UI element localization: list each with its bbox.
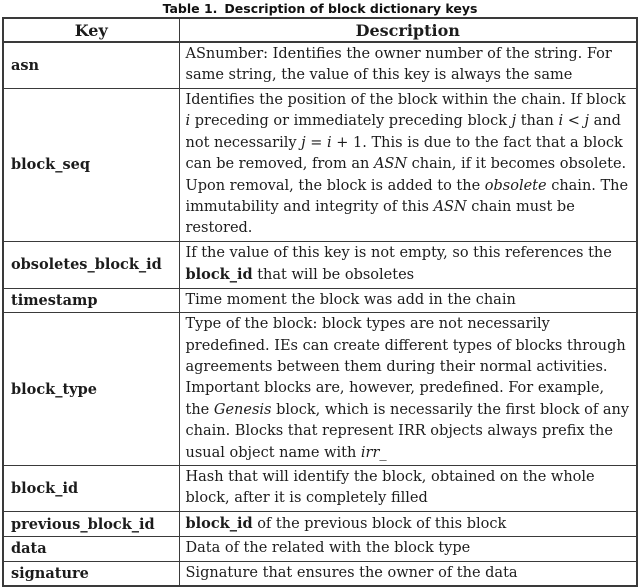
header-key: Key xyxy=(3,18,179,42)
header-description: Description xyxy=(179,18,637,42)
description-cell-data: Data of the related with the block type xyxy=(179,537,637,561)
key-cell-asn: asn xyxy=(3,42,179,88)
row-previous-block-id xyxy=(3,511,637,536)
key-cell-previous-block-id: previous_block_id xyxy=(3,511,179,536)
description-cell-block-seq: Identifies the position of the block within the chain. If block i preceding or immediately preceding block j than i < j and not necessarily j = i + 1. This is due to the fact that a block can be removed, from an ASN chain, if it becomes obsolete. Upon removal, the block is added to the obsolete chain. The immutability and integrity of this ASN chain must be restored. xyxy=(179,88,637,241)
description-cell-asn: ASnumber: Identifies the owner number of the string. For same string, the value of this key is always the same xyxy=(179,42,637,88)
description-cell-timestamp: Time moment the block was add in the chain xyxy=(179,288,637,312)
description-cell-block-id: Hash that will identify the block, obtained on the whole block, after it is completely filled xyxy=(179,466,637,512)
key-cell-block-seq: block_seq xyxy=(3,88,179,241)
row-block-type xyxy=(3,313,637,466)
row-obsoletes-block-id xyxy=(3,241,637,288)
block-dictionary-table xyxy=(2,17,638,587)
row-timestamp xyxy=(3,288,637,312)
key-cell-obsoletes-block-id: obsoletes_block_id xyxy=(3,241,179,288)
key-cell-data: data xyxy=(3,537,179,561)
row-signature xyxy=(3,561,637,586)
description-cell-signature: Signature that ensures the owner of the data xyxy=(179,561,637,586)
row-block-id xyxy=(3,466,637,512)
row-asn xyxy=(3,42,637,88)
row-data xyxy=(3,537,637,561)
table-caption-text: Description of block dictionary keys xyxy=(224,1,478,16)
row-block-seq xyxy=(3,88,637,241)
table-caption-label: Table 1. xyxy=(162,1,218,16)
key-cell-block-id: block_id xyxy=(3,466,179,512)
key-cell-timestamp: timestamp xyxy=(3,288,179,312)
description-cell-obsoletes-block-id: If the value of this key is not empty, so this references the block_id that will be obsoletes xyxy=(179,241,637,288)
key-cell-signature: signature xyxy=(3,561,179,586)
description-cell-block-type: Type of the block: block types are not necessarily predefined. IEs can create different types of blocks through agreements between them during their normal activities. Important blocks are, however, predefined. For example, the Genesis block, which is necessarily the first block of any chain. Blocks that represent IRR objects always prefix the usual object name with irr_ xyxy=(179,313,637,466)
header-row xyxy=(3,18,637,42)
key-cell-block-type: block_type xyxy=(3,313,179,466)
description-cell-previous-block-id: block_id of the previous block of this block xyxy=(179,511,637,536)
table-caption xyxy=(0,0,640,17)
